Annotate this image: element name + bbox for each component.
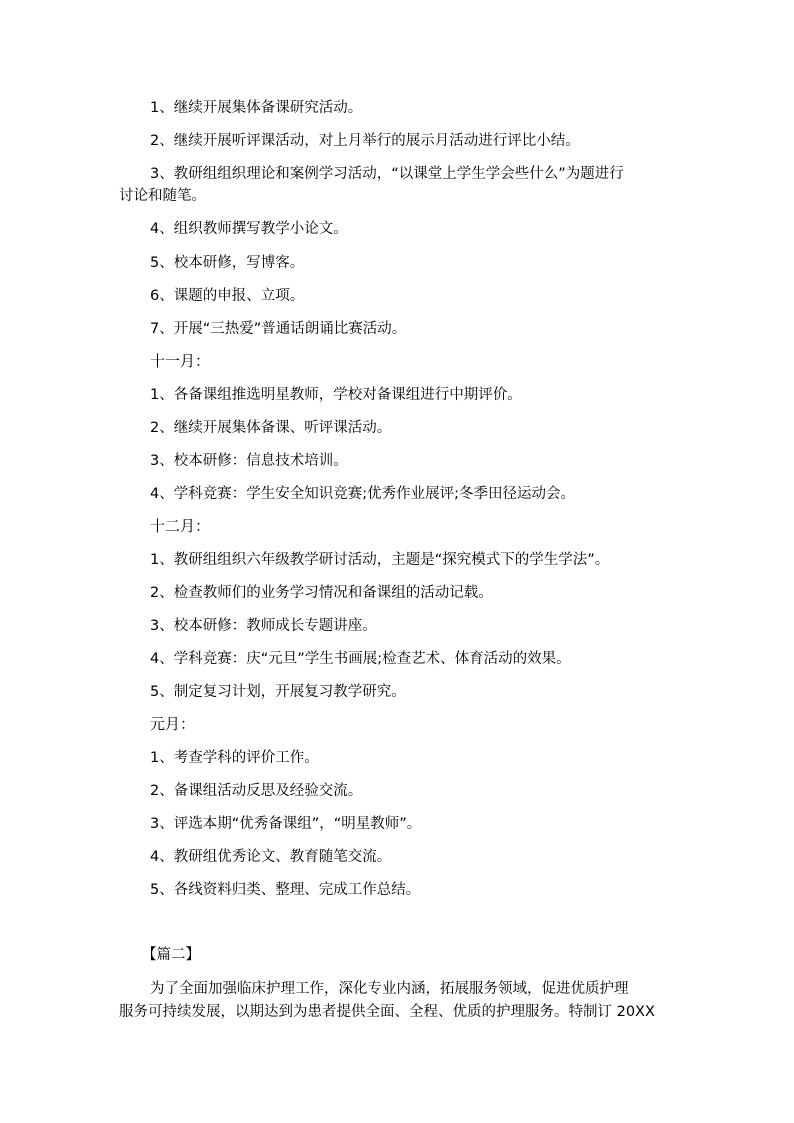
text-line: 5、校本研修，写博客。 <box>150 255 305 271</box>
text-line: 5、各线资料归类、整理、完成工作总结。 <box>150 882 421 898</box>
text-line: 2、继续开展听评课活动，对上月举行的展示月活动进行评比小结。 <box>150 133 580 149</box>
text-line: 3、校本研修：信息技术培训。 <box>150 453 348 469</box>
text-line: 讨论和随笔。 <box>119 188 206 204</box>
text-line: 1、考查学科的评价工作。 <box>150 750 319 766</box>
chapter-heading: 【篇二】 <box>142 947 200 963</box>
section-heading: 十二月： <box>150 517 211 535</box>
section-heading: 十一月： <box>150 352 211 370</box>
text-line: 1、各备课组推选明星教师，学校对备课组进行中期评价。 <box>150 387 522 403</box>
text-line: 3、教研组组织理论和案例学习活动，“以课堂上学生学会些什么”为题进行 <box>150 166 624 182</box>
text-line: 4、组织教师撰写教学小论文。 <box>150 221 348 237</box>
text-line: 为了全面加强临床护理工作，深化专业内涵，拓展服务领域，促进优质护理 <box>150 981 629 997</box>
text-line: 服务可持续发展，以期达到为患者提供全面、全程、优质的护理服务。特制订 20XX <box>119 1004 655 1020</box>
text-line: 2、备课组活动反思及经验交流。 <box>150 783 363 799</box>
text-line: 6、课题的申报、立项。 <box>150 288 305 304</box>
text-line: 7、开展“三热爱”普通话朗诵比赛活动。 <box>150 321 407 337</box>
text-line: 4、学科竞赛：学生安全知识竞赛;优秀作业展评;冬季田径运动会。 <box>150 486 575 502</box>
section-heading: 元月： <box>150 715 196 733</box>
text-line: 4、教研组优秀论文、教育随笔交流。 <box>150 849 392 865</box>
text-line: 3、评选本期“优秀备课组”，“明星教师”。 <box>150 816 422 832</box>
text-line: 4、学科竞赛：庆“元旦”学生书画展;检查艺术、体育活动的效果。 <box>150 651 571 667</box>
text-line: 3、校本研修：教师成长专题讲座。 <box>150 618 377 634</box>
text-line: 5、制定复习计划，开展复习教学研究。 <box>150 684 406 700</box>
text-line: 1、继续开展集体备课研究活动。 <box>150 100 363 116</box>
text-line: 1、教研组组织六年级教学研讨活动，主题是“探究模式下的学生学法”。 <box>150 552 610 568</box>
text-line: 2、继续开展集体备课、听评课活动。 <box>150 420 392 436</box>
text-line: 2、检查教师们的业务学习情况和备课组的活动记载。 <box>150 585 493 601</box>
